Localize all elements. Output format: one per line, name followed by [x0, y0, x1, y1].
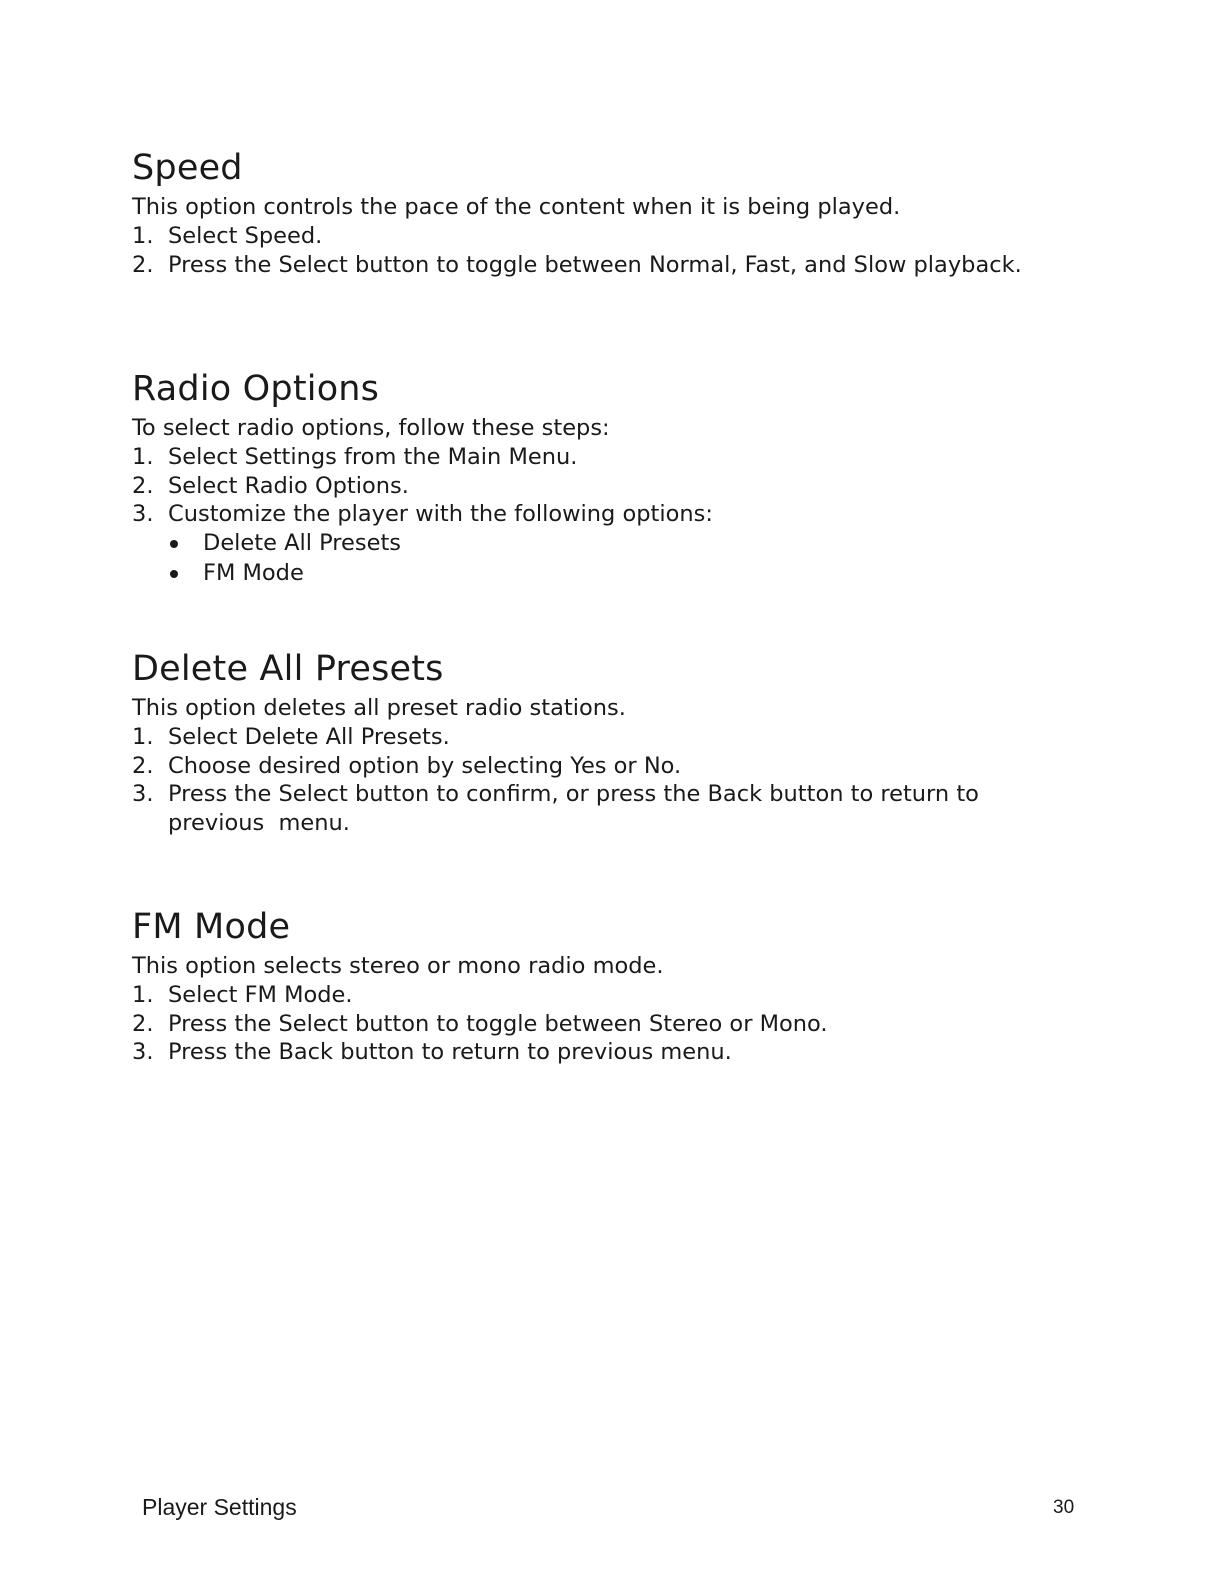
section-radio-options: [132, 369, 1092, 588]
step-item: [132, 1010, 1092, 1039]
bullet-item: [132, 559, 1092, 589]
section-heading: FM Mode: [132, 907, 291, 947]
section-heading: Delete All Presets: [132, 649, 444, 689]
step-text: Press the Select button to toggle between Stereo or Mono.: [168, 1010, 828, 1037]
step-item: [132, 443, 1092, 472]
step-number: 1.: [132, 723, 154, 750]
step-number: 1.: [132, 443, 154, 470]
step-text: Press the Select button to confirm, or press the Back button to return to previous menu.: [168, 781, 987, 837]
step-number: 2.: [132, 251, 154, 278]
step-number: 3.: [132, 1039, 154, 1066]
page-number: 30: [1053, 1497, 1075, 1518]
section-speed: [132, 148, 1092, 279]
bullet-item: [132, 529, 1092, 559]
step-text: Choose desired option by selecting Yes or No.: [168, 752, 682, 779]
step-text: Select FM Mode.: [168, 981, 353, 1008]
step-number: 2.: [132, 1010, 154, 1037]
step-text: Customize the player with the following options:: [168, 501, 713, 528]
step-number: 2.: [132, 752, 154, 779]
section-fm-mode: [132, 907, 1092, 1067]
steps-list: [132, 222, 1092, 280]
steps-list: [132, 981, 1092, 1067]
step-item: [132, 472, 1092, 501]
bullet-icon: [170, 540, 178, 548]
step-number: 1.: [132, 981, 154, 1008]
step-item: [132, 752, 1092, 781]
step-text: Select Delete All Presets.: [168, 723, 450, 750]
section-intro: This option controls the pace of the content when it is being played.: [132, 194, 901, 220]
step-text: Press the Back button to return to previous menu.: [168, 1039, 732, 1066]
step-text: Select Radio Options.: [168, 472, 409, 499]
section-intro: This option deletes all preset radio stations.: [132, 695, 626, 721]
bullet-text: Delete All Presets: [203, 530, 402, 557]
step-item: [132, 723, 1092, 752]
step-text: Press the Select button to toggle between Normal, Fast, and Slow playback.: [168, 251, 1022, 278]
steps-list: [132, 723, 1092, 838]
section-intro: This option selects stereo or mono radio mode.: [132, 953, 664, 979]
step-text: Select Settings from the Main Menu.: [168, 443, 578, 470]
section-intro: To select radio options, follow these steps:: [132, 415, 610, 441]
section-heading: Speed: [132, 148, 243, 188]
section-heading: Radio Options: [132, 369, 380, 409]
step-item: [132, 500, 1092, 529]
step-item: [132, 222, 1092, 251]
section-delete-all-presets: [132, 649, 1092, 838]
step-text: Select Speed.: [168, 222, 323, 249]
step-item: [132, 251, 1092, 280]
step-item: [132, 1038, 1092, 1067]
step-number: 3.: [132, 781, 154, 808]
footer-section-name: Player Settings: [142, 1494, 297, 1520]
step-number: 3.: [132, 501, 154, 528]
step-item: [132, 780, 1048, 838]
step-number: 2.: [132, 472, 154, 499]
step-number: 1.: [132, 222, 154, 249]
bullet-text: FM Mode: [203, 559, 304, 586]
bullet-list: [132, 529, 1092, 588]
step-item: [132, 981, 1092, 1010]
bullet-icon: [170, 570, 178, 578]
steps-list: [132, 443, 1092, 529]
